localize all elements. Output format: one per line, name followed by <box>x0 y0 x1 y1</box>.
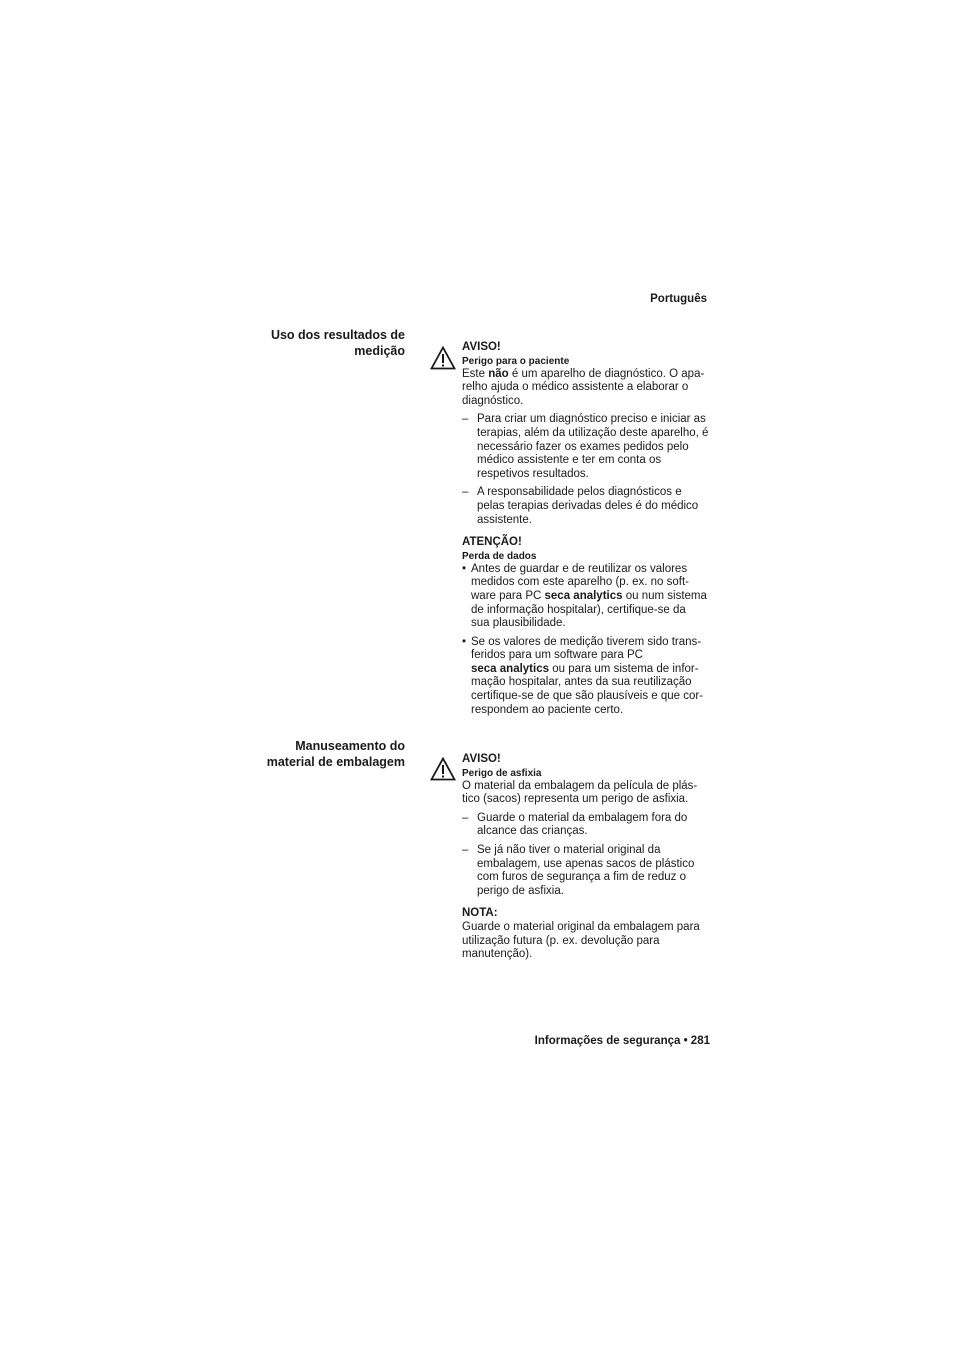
title-line: material de embalagem <box>266 755 405 769</box>
text: diagnóstico. <box>462 394 524 407</box>
page-footer: Informações de segurança • 281 <box>534 1035 710 1047</box>
warning-intro <box>462 368 712 409</box>
title-line: medição <box>354 344 405 358</box>
product-name: seca analytics <box>471 662 550 675</box>
text: médico assistente e ter em conta os <box>477 454 662 467</box>
note-text <box>462 921 712 962</box>
attention-label: ATENÇÃO! <box>462 536 522 549</box>
text: terapias, além da utilização deste aparelho, é <box>477 426 709 439</box>
warning-label: AVISO! <box>462 341 501 353</box>
section-title-packaging <box>230 738 405 770</box>
text: mação hospitalar, antes da sua reutilização <box>471 676 692 689</box>
text: medidos com este aparelho (p. ex. no soft- <box>471 576 689 589</box>
list-item <box>462 812 712 839</box>
attention-subtitle: Perda de dados <box>462 550 537 562</box>
text: relho ajuda o médico assistente a elaborar o <box>462 381 689 394</box>
text: sua plausibilidade. <box>471 617 566 630</box>
list-item <box>462 844 712 898</box>
text: perigo de asfixia. <box>477 884 564 897</box>
list-item <box>462 636 712 718</box>
warning-block-patient <box>462 341 712 717</box>
text: certifique-se de que são plausíveis e que cor- <box>471 690 704 703</box>
text: ware para PC <box>471 589 545 602</box>
text: de informação hospitalar), certifique-se da <box>471 603 686 616</box>
language-label: Português <box>650 293 707 305</box>
warning-subtitle: Perigo para o paciente <box>462 355 570 367</box>
text: Guarde o material da embalagem fora do <box>477 811 688 824</box>
note-label: NOTA: <box>462 907 498 920</box>
text: necessário fazer os exames pedidos pelo <box>477 440 689 453</box>
text: alcance das crianças. <box>477 825 588 838</box>
text: Guarde o material original da embalagem para <box>462 920 700 933</box>
warning-label: AVISO! <box>462 753 501 765</box>
text: respondem ao paciente certo. <box>471 703 624 716</box>
text: feridos para um software para PC <box>471 649 643 662</box>
text: Se os valores de medição tiverem sido trans- <box>471 635 702 648</box>
text: O material da embalagem da película de plás- <box>462 779 698 792</box>
warning-subtitle: Perigo de asfixia <box>462 767 542 779</box>
text: Se já não tiver o material original da <box>477 843 661 856</box>
text: é um aparelho de diagnóstico. O apa- <box>508 367 705 380</box>
warning-block-asphyxia <box>462 753 712 962</box>
warning-triangle-icon <box>430 346 456 370</box>
list-item <box>462 486 712 527</box>
title-line: Manuseamento do <box>295 739 405 753</box>
text: A responsabilidade pelos diagnósticos e <box>477 486 682 499</box>
text: embalagem, use apenas sacos de plástico <box>477 857 695 870</box>
list-item <box>462 563 712 631</box>
text: tico (sacos) representa um perigo de asfixia. <box>462 793 689 806</box>
warning-triangle-icon <box>430 757 456 781</box>
text: ou para um sistema de infor- <box>549 662 699 675</box>
section-title-usage <box>230 327 405 359</box>
text: Este <box>462 367 489 380</box>
text: respetivos resultados. <box>477 467 589 480</box>
text: Para criar um diagnóstico preciso e iniciar as <box>477 413 706 426</box>
text: ou num sistema <box>622 589 707 602</box>
text: pelas terapias derivadas deles é do médico <box>477 499 699 512</box>
title-line: Uso dos resultados de <box>270 328 405 342</box>
warning-intro <box>462 780 712 807</box>
text: com furos de segurança a fim de reduz o <box>477 871 687 884</box>
text: utilização futura (p. ex. devolução para <box>462 934 660 947</box>
text: Antes de guardar e de reutilizar os valores <box>471 562 688 575</box>
text: assistente. <box>477 513 532 526</box>
list-item <box>462 413 712 481</box>
text: manutenção). <box>462 948 533 961</box>
emphasis: não <box>488 367 509 380</box>
product-name: seca analytics <box>544 589 623 602</box>
